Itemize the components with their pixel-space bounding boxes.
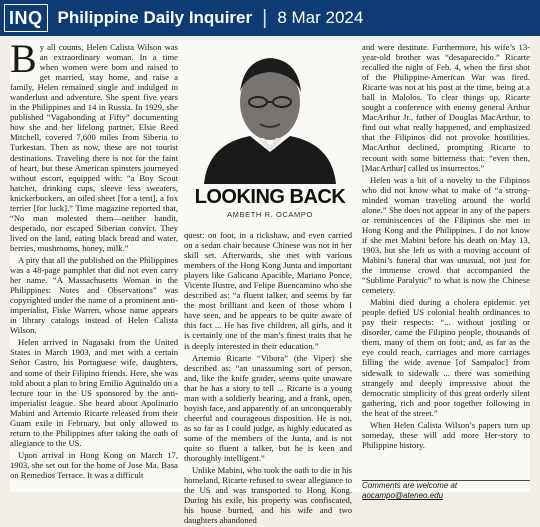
paragraph-4: Upon arrival in Hong Kong on March 17, 1903, she set out for the home of Jose Ma. Basa on Remedios Terrace. It was a difficult (10, 449, 178, 480)
article-column-2 (184, 230, 352, 527)
article-page (10, 36, 530, 526)
publication-name: Philippine Daily Inquirer (57, 8, 253, 27)
paragraph-7: Unlike Mabini, who took the oath to die in his homeland, Ricarte refused to swear allegiance to the US and was transported to Hong Kong. During his exile, his property was confiscated, his house burned, and his wife and two daughters abandoned (184, 465, 352, 526)
paragraph-8: and were destitute. Furthermore, his wife’s 13-year-old brother was “desaparecido.” Ricarte recalled the night of Feb. 4, when the first shot of the Philippine-American War was fired. Ricarte was not at his post at the time, being at a ball in Malolos. To clear things up, Ricarte sought a conference with enemy general Arthur MacArthur Jr., father of Douglas MacArthur, to find out what really happened, and emphasized that the Filipinos did not provoke hostilities. MacArthur declined, prompting Ricarte to recount with some bitterness that: “even then, [MacArthur] called us insurrectos.” (362, 42, 530, 173)
paragraph-3: Helen arrived in Nagasaki from the United States in March 1903, and met with a certain Señor Castro, his Portuguese wife, daughters, and some of their Filipino friends. Here, she was told about a plan to bring Emilio Aguinaldo on a lecture tour in the US sponsored by the anti-imperialist league. She heard about Apolinario Mabini and Artemio Ricarte released from their Guam exile in February, but only allowed to return to the Philippines after taking the oath of allegiance to the US. (10, 337, 178, 448)
paragraph-9: Helen was a bit of a novelty to the Filipinos who did not know what to make of “a strong-minded woman traveling around the world alone.” She does not appear in any of the papers or reminiscences of the Filipinos she met in Hong Kong and the Philippines. I do not know if she met Mabini before his death on May 13, 1903, but she left us with a moving account of Mabini’s funeral that was unusual, not just for the immense crowd that accompanied the “Sublime Paralytic” to what is now the Chinese cemetery. (362, 174, 530, 296)
paragraph-2: A pity that all the published on the Philippines was a 48-page pamphlet that did not even carry her name. “A Massachusetts Woman in the Philippines: Notes and Observations” was copyrighted under the name of a prominent anti-imperialist, Fiske Warren, whose name appears in library catalogs instead of Helen Calista Wilson. (10, 254, 178, 336)
paragraph-11: When Helen Calista Wilson’s papers turn up someday, these will add more Her-story to Philippine history. (362, 419, 530, 450)
header-separator: | (262, 6, 268, 29)
issue-date: 8 Mar 2024 (277, 8, 364, 27)
comments-text: Comments are welcome at (362, 481, 458, 490)
inq-logo[interactable]: INQ (4, 4, 48, 32)
article-column-1 (10, 36, 178, 482)
paragraph-6: Artemio Ricarte “Vibora” (the Viper) she described as: “an unassuming sort of person, and, like the knife grader, seems quite unaware that he has a story to tell ... Ricarte is a young man with a soldierly bearing, and a frank, open, boyish face, and apparently of an unconquerably cheerful and courageous disposition. He is not, as so far as I could judge, as highly educated as some of the members of the Junta, and is not quite so fluent a talker, but he is keen and thoroughly intelligent.” (184, 352, 352, 464)
column-title: LOOKING BACK (194, 186, 346, 208)
author-byline: AMBETH R. OCAMPO (227, 210, 313, 219)
columnist-portrait (184, 40, 356, 184)
paragraph-10: Mabini died during a cholera epidemic yet people defied US colonial health ordinances to pay their respects: “... without jostling or disorder, came the Filipino people, thousands of them, many of them on foot; and, as far as the eye could reach, carriages and more carriages filling the wide avenue [of Sampaloc] from sidewalk to sidewalk ... there was something strangely and deeply impressive about the democratic simplicity of this great orderly silent gathering, rich and poor together following in the heat of the street.” (362, 297, 530, 418)
drop-cap: B (10, 36, 37, 81)
comments-note (362, 481, 530, 501)
article-column-3 (362, 42, 530, 452)
author-email-link[interactable]: aocampo@ateneo.edu (362, 491, 444, 500)
columnist-header (184, 40, 356, 228)
paragraph-1: By all counts, Helen Calista Wilson was an extraordinary woman. In a time when women were born and raised to get married, stay home, and raise a family, Helen remained single and indulged in wanderlust and adventure. She spent five years in the Philippines and 14 in Russia. In 1929, she published “Vagabonding at Fifty” documenting how she and her lifelong partner, Elsie Reed Mitchell, covered 7,600 miles from Siberia to Turkestan. Then as now, these are not tourist destinations. Traveling there is not for the faint of heart, but these American spinsters journeyed without escort, equipped with: “a Boy Scout hatchet, drinking cups, sleeve less sweaters, knickerbockers, an oiled sheet [for a tent], a fox terrier [for luck].” Time magazine reported that, “No man molested them—neither bandit, desperado, nor escaped Siberian convict. They lived on the land, eating black bread and water, berries, mushrooms, honey, milk.” (10, 36, 178, 253)
paragraph-5: quest: on foot, in a rickshaw, and even carried on a sedan chair because Chinese was not in her skill set. Afterwards, she met with various members of the Hong Kong Junta and important players like Galicano Apacible, Mariano Ponce, Vicente Ilustre, and Felipe Buencamino who she described as: “a fluent talker, and seems by far the most brilliant and keen of those whom I have seen, and he appears to be quite aware of this fact ... He has five children, all girls, and it is certainly one of the man’s finest traits that he is deeply interested in their education.” (184, 230, 352, 351)
masthead-bar (0, 0, 540, 36)
